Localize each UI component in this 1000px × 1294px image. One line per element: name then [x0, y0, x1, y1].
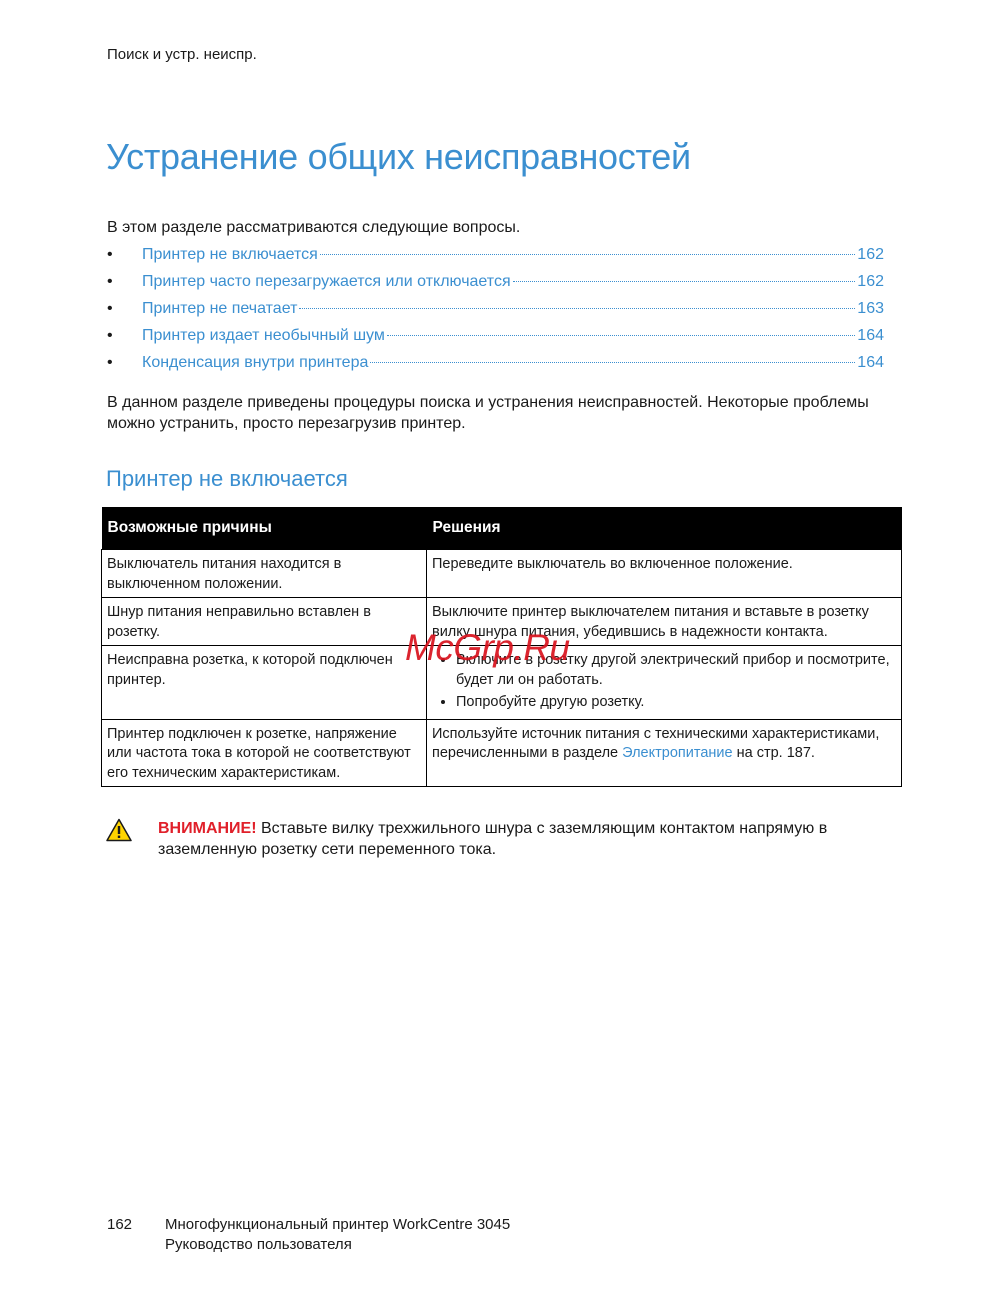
toc-item[interactable] [107, 354, 884, 381]
bullet: • [107, 327, 113, 344]
intro-text: В этом разделе рассматриваются следующие вопросы. [107, 219, 521, 236]
warning-icon [106, 818, 132, 842]
watermark: McGrp.Ru [405, 627, 570, 668]
cause-cell: Выключатель питания находится в выключенном положении. [102, 550, 427, 598]
toc-item[interactable] [107, 246, 884, 273]
bullet: • [107, 300, 113, 317]
toc-link[interactable]: Принтер издает необычный шум [142, 327, 385, 344]
bullet: • [107, 273, 113, 290]
cause-cell: Принтер подключен к розетке, напряжение или частота тока в которой не соответствуют его техническим характеристикам. [102, 719, 427, 787]
toc-list [107, 246, 884, 381]
power-link[interactable]: Электропитание [622, 745, 733, 761]
toc-link[interactable]: Принтер не включается [142, 246, 318, 263]
solution-cell: Переведите выключатель во включенное положение. [427, 550, 902, 598]
toc-item[interactable] [107, 300, 884, 327]
footer-product: Многофункциональный принтер WorkCentre 3045 [165, 1216, 511, 1233]
footer-page-number: 162 [107, 1216, 133, 1233]
toc-page[interactable]: 162 [857, 273, 884, 290]
solution-item: • Попробуйте другую розетку. [456, 693, 896, 713]
solution-item: • Включите в розетку другой электрический прибор и посмотрите, будет ли он работать. [456, 651, 896, 690]
toc-page[interactable]: 163 [857, 300, 884, 317]
running-header: Поиск и устр. неиспр. [107, 46, 257, 63]
table-row [102, 719, 902, 787]
warning-text: Вставьте вилку трехжильного шнура с заземляющим контактом напрямую в заземленную розетку сети переменного тока. [158, 820, 828, 858]
warning-label: ВНИМАНИЕ! [158, 820, 257, 837]
toc-page[interactable]: 162 [857, 246, 884, 263]
toc-link[interactable]: Принтер часто перезагружается или отключается [142, 273, 511, 290]
table-row [102, 550, 902, 598]
bullet: • [107, 354, 113, 371]
toc-item[interactable] [107, 327, 884, 354]
toc-link[interactable]: Конденсация внутри принтера [142, 354, 369, 371]
cause-cell: Неисправна розетка, к которой подключен принтер. [102, 646, 427, 720]
table-header-causes: Возможные причины [102, 507, 427, 550]
footer-guide: Руководство пользователя [165, 1236, 352, 1253]
table-header-solutions: Решения [427, 507, 902, 550]
toc-page[interactable]: 164 [857, 327, 884, 344]
cause-cell: Шнур питания неправильно вставлен в розетку. [102, 598, 427, 646]
solution-text: на стр. 187. [732, 745, 815, 761]
toc-item[interactable] [107, 273, 884, 300]
bullet: • [107, 246, 113, 263]
solution-cell [427, 719, 902, 787]
solution-cell: Выключите принтер выключателем питания и вставьте в розетку вилку шнура питания, убедившись в надежности контакта. [427, 598, 902, 646]
solution-text: Используйте источник питания с техническими характеристиками, перечисленными в разделе [432, 725, 880, 761]
page-title: Устранение общих неисправностей [106, 136, 691, 177]
toc-page[interactable]: 164 [857, 354, 884, 371]
warning-message [158, 818, 888, 860]
toc-link[interactable]: Принтер не печатает [142, 300, 298, 317]
section-heading: Принтер не включается [106, 466, 348, 491]
description-paragraph: В данном разделе приведены процедуры поиска и устранения неисправностей. Некоторые проблемы можно устранить, просто перезагрузив принтер. [107, 394, 869, 432]
